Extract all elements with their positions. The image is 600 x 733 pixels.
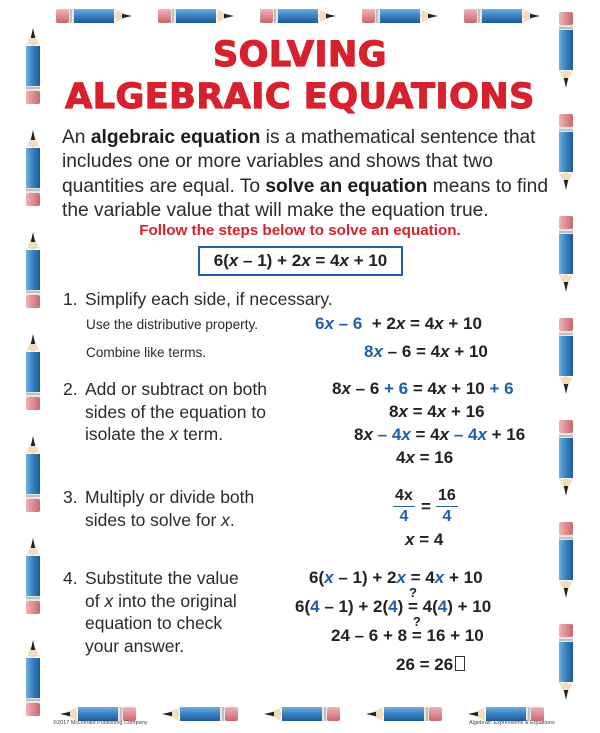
step-text: Simplify each side, if necessary. bbox=[85, 289, 333, 309]
step-text: isolate the x term. bbox=[85, 424, 224, 444]
step-1a-equation: 6x – 6 + 2x = 4x + 10 bbox=[315, 314, 482, 333]
pencil-decoration-icon bbox=[56, 7, 132, 25]
intro-text: means to find the variable value that will make the equation true. bbox=[62, 175, 548, 221]
pencil-decoration-icon bbox=[24, 538, 42, 614]
step-text: equation to check bbox=[85, 613, 223, 633]
pencil-decoration-icon bbox=[366, 705, 442, 723]
pencil-decoration-icon bbox=[557, 318, 575, 394]
pencil-decoration-icon bbox=[260, 7, 336, 25]
step-number: 4. bbox=[63, 568, 78, 588]
pencil-decoration-icon bbox=[24, 640, 42, 716]
fraction-denominator: 4 bbox=[442, 508, 452, 525]
step-4-equation-2: 6(4 – 1) + 2(4) ? = 4(4) + 10 bbox=[295, 585, 492, 616]
intro-text: is a mathematical sentence that includes one or more variables and shows that two quantities are equal. To bbox=[62, 127, 536, 197]
step-2-equation-4: 4x = 16 bbox=[396, 448, 454, 467]
pencil-decoration-icon bbox=[24, 334, 42, 410]
copyright-text: ©2017 McDonald Publishing Company bbox=[53, 720, 148, 726]
pencil-decoration-icon bbox=[557, 522, 575, 598]
check-box-icon bbox=[455, 656, 465, 671]
instruction-heading: Follow the steps below to solve an equation. bbox=[139, 222, 461, 239]
title-line-1: SOLVING bbox=[212, 35, 388, 75]
step-1-label bbox=[63, 288, 333, 311]
intro-text: An bbox=[62, 127, 91, 148]
pencil-decoration-icon bbox=[158, 7, 234, 25]
page-title bbox=[0, 34, 600, 118]
fraction-numerator: 4x bbox=[395, 487, 413, 504]
step-1b-equation: 8x – 6 = 4x + 10 bbox=[364, 342, 488, 361]
term-algebraic-equation: algebraic equation bbox=[90, 127, 261, 148]
step-4-equation-1: 6(x – 1) + 2x = 4x + 10 bbox=[309, 568, 483, 587]
step-2-label bbox=[63, 378, 267, 446]
pencil-decoration-icon bbox=[557, 624, 575, 700]
fraction-equals: = bbox=[421, 497, 431, 516]
pencil-decoration-icon bbox=[362, 7, 438, 25]
step-4-label bbox=[63, 567, 239, 657]
step-3-label bbox=[63, 486, 254, 531]
pencil-decoration-icon bbox=[557, 420, 575, 496]
step-number: 2. bbox=[63, 379, 78, 399]
step-text: Multiply or divide both bbox=[85, 487, 255, 507]
pencil-decoration-icon bbox=[264, 705, 340, 723]
fraction-right bbox=[436, 486, 458, 527]
step-text: sides of the equation to bbox=[85, 401, 266, 422]
pencil-decoration-icon bbox=[24, 130, 42, 206]
step-3-result: x = 4 bbox=[405, 530, 444, 549]
fraction-numerator: 16 bbox=[438, 487, 456, 504]
step-1a-label: Use the distributive property. bbox=[86, 317, 259, 332]
step-2-equation-3: 8x – 4x = 4x – 4x + 16 bbox=[354, 425, 526, 444]
fraction-denominator: 4 bbox=[399, 508, 409, 525]
final-equation-text: 26 = 26 bbox=[396, 655, 454, 674]
term-solve-equation: solve an equation bbox=[265, 175, 428, 197]
step-2-equation-1: 8x – 6 + 6 = 4x + 10 + 6 bbox=[332, 379, 514, 398]
step-text: of x into the original bbox=[85, 590, 237, 611]
step-text: Add or subtract on both bbox=[85, 379, 267, 399]
title-line-2: ALGEBRAIC EQUATIONS bbox=[65, 77, 535, 117]
step-text: sides to solve for x. bbox=[85, 509, 235, 530]
main-equation-box: 6(x – 1) + 2x = 4x + 10 bbox=[198, 246, 403, 276]
intro-paragraph bbox=[62, 126, 552, 223]
step-number: 1. bbox=[63, 289, 78, 309]
series-title-text: Algebraic Expressions & Equations bbox=[469, 720, 555, 726]
step-number: 3. bbox=[63, 487, 78, 507]
step-text: your answer. bbox=[85, 635, 185, 656]
pencil-decoration-icon bbox=[464, 7, 540, 25]
step-2-equation-2: 8x = 4x + 16 bbox=[389, 402, 485, 421]
step-text: Substitute the value bbox=[85, 568, 239, 588]
fraction-left bbox=[393, 486, 415, 527]
pencil-decoration-icon bbox=[557, 114, 575, 190]
step-1b-label: Combine like terms. bbox=[86, 345, 207, 360]
step-4-equation-3: 24 – 6 + 8 ? = 16 + 10 bbox=[331, 614, 484, 645]
pencil-decoration-icon bbox=[24, 232, 42, 308]
pencil-decoration-icon bbox=[162, 705, 238, 723]
step-4-equation-4 bbox=[396, 655, 465, 675]
pencil-decoration-icon bbox=[24, 436, 42, 512]
